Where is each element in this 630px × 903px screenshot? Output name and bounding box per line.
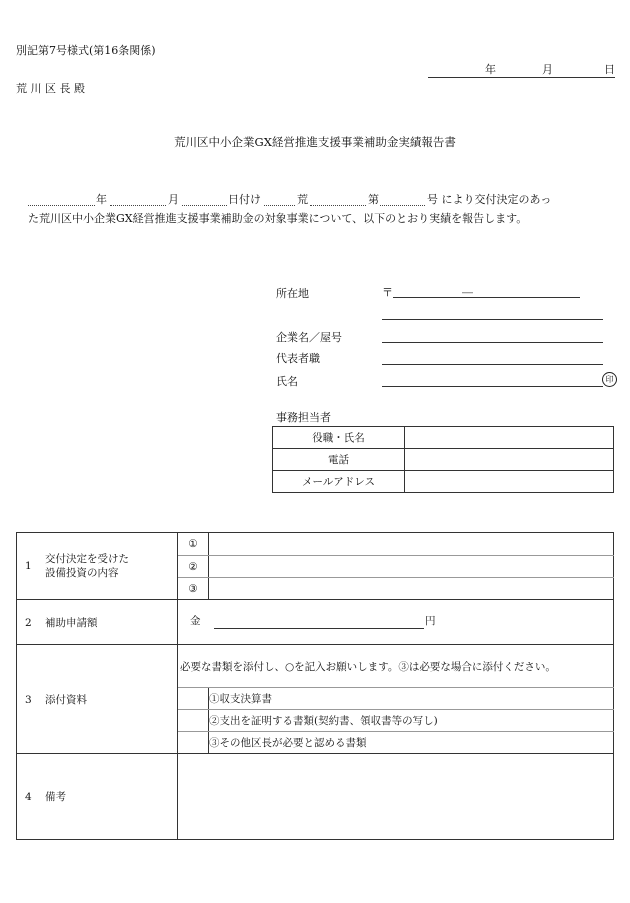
company-label: 企業名／屋号: [276, 331, 342, 344]
staff-email-label: メールアドレス: [273, 471, 405, 493]
blank-day[interactable]: [182, 205, 227, 206]
amount-prefix: 金: [190, 615, 201, 627]
blank-year[interactable]: [28, 205, 95, 206]
investment-item-1-mark: ①: [178, 533, 209, 556]
body-line-2: た荒川区中小企業GX経営推進支援事業補助金の対象事業について、以下のとおり実績を報告します。: [28, 212, 528, 225]
staff-phone-field[interactable]: [405, 449, 614, 471]
subsidy-amount-cell: [178, 600, 614, 645]
subsidy-amount-field[interactable]: [214, 628, 424, 629]
attachment-3-label: ③その他区長が必要と認める書類: [209, 732, 614, 754]
row3-number: 3: [25, 693, 32, 706]
investment-item-1-field[interactable]: [209, 533, 614, 556]
row2-number: 2: [25, 616, 32, 629]
address-field[interactable]: [382, 319, 603, 320]
investment-item-3-mark: ③: [178, 578, 209, 600]
body-ara-label: 荒: [297, 193, 308, 206]
row3-label: 添付資料: [45, 693, 87, 706]
staff-email-field[interactable]: [405, 471, 614, 493]
body-year-label: 年: [96, 193, 107, 206]
attachment-2-checkmark-field[interactable]: [178, 710, 209, 732]
body-dated-label: 日付け: [228, 193, 261, 206]
staff-heading: 事務担当者: [276, 411, 331, 424]
attachment-1-label: ①収支決算書: [209, 688, 614, 710]
investment-item-2-field[interactable]: [209, 556, 614, 578]
row2-label: 補助申請額: [45, 616, 98, 629]
date-month-label: 月: [542, 63, 553, 76]
staff-contact-table: [272, 426, 614, 493]
document-title: 荒川区中小企業GX経営推進支援事業補助金実績報告書: [174, 135, 456, 149]
date-day-label: 日: [604, 63, 615, 76]
attachment-1-checkmark-field[interactable]: [178, 688, 209, 710]
attachment-2-label: ②支出を証明する書類(契約書、領収書等の写し): [209, 710, 614, 732]
remarks-field[interactable]: [178, 754, 614, 840]
attachment-instruction: 必要な書類を添付し、○を記入お願いします。③は必要な場合に添付ください。: [178, 645, 614, 688]
staff-position-name-label: 役職・氏名: [273, 427, 405, 449]
blank-ara[interactable]: [264, 205, 295, 206]
company-field[interactable]: [382, 342, 603, 343]
body-go-text: 号 により交付決定のあっ: [427, 193, 552, 206]
row1-label-line1: 交付決定を受けた: [45, 552, 129, 565]
investment-item-3-field[interactable]: [209, 578, 614, 600]
amount-suffix: 円: [425, 615, 436, 627]
name-field[interactable]: [382, 386, 603, 387]
report-table: [16, 532, 614, 840]
postal-dash: ―: [462, 286, 473, 299]
blank-month[interactable]: [110, 205, 166, 206]
name-label: 氏名: [276, 375, 298, 388]
date-year-label: 年: [485, 63, 496, 76]
row1-header: [17, 533, 178, 600]
row1-label-line2: 設備投資の内容: [45, 567, 119, 579]
rep-title-field[interactable]: [382, 364, 603, 365]
staff-position-name-field[interactable]: [405, 427, 614, 449]
date-underline: [428, 77, 615, 78]
row4-header: [17, 754, 178, 840]
seal-mark: 印: [602, 372, 617, 387]
postal-mark: 〒: [382, 286, 393, 299]
postal-code-field[interactable]: [393, 297, 580, 298]
form-reference: 別記第7号様式(第16条関係): [16, 44, 156, 57]
row1-number: 1: [25, 560, 32, 572]
rep-title-label: 代表者職: [276, 352, 320, 365]
attachment-3-checkmark-field[interactable]: [178, 732, 209, 754]
row3-header: [17, 645, 178, 754]
staff-phone-label: 電話: [273, 449, 405, 471]
body-month-label: 月: [168, 193, 179, 206]
row4-label: 備考: [45, 791, 66, 803]
blank-number[interactable]: [380, 205, 425, 206]
address-label: 所在地: [276, 287, 309, 300]
addressee: 荒 川 区 長 殿: [16, 82, 85, 95]
investment-item-2-mark: ②: [178, 556, 209, 578]
row4-number: 4: [25, 791, 32, 803]
row2-header: [17, 600, 178, 645]
blank-dai[interactable]: [310, 205, 366, 206]
body-dai-label: 第: [368, 193, 379, 206]
